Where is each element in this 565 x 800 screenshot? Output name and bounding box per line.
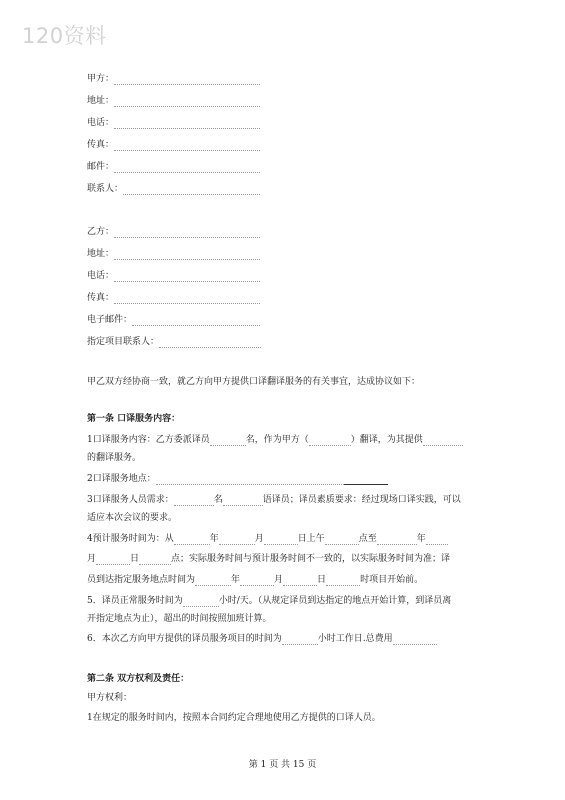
party-a-email-blank	[114, 163, 260, 173]
end-month-blank	[96, 555, 130, 565]
arrival-month-blank	[240, 576, 274, 586]
party-b-email-label: 电子邮件：	[87, 315, 133, 325]
party-b-name-label: 乙方：	[87, 227, 115, 237]
item-2-text: 2口译服务地点：	[87, 474, 156, 484]
end-year-blank	[377, 535, 417, 545]
article-1-item-4	[87, 533, 448, 545]
role-blank	[309, 436, 351, 446]
item-4-text-k: 日	[317, 575, 327, 585]
article-1-item-1-cont: 的翻译服务。	[87, 453, 142, 463]
item-4-month: 月	[254, 534, 264, 544]
article-1-item-6	[87, 633, 437, 645]
party-a-phone-line	[87, 117, 260, 129]
item-4-text-c: 点至	[358, 534, 377, 544]
service-type-blank	[423, 436, 463, 446]
total-fee-blank	[393, 635, 437, 645]
party-b-phone-blank	[114, 272, 260, 282]
article-1-item-3	[87, 494, 461, 506]
item-4-text-j: 月	[274, 575, 284, 585]
party-b-fax-line	[87, 292, 260, 304]
party-b-address-blank	[114, 250, 260, 260]
item-4-text-l: 时项目开始前。	[360, 575, 424, 585]
party-a-email-line	[87, 161, 260, 173]
item-4-text-a: 4预计服务时间为：从	[87, 534, 174, 544]
page-footer: 第 1 页 共 15 页	[248, 760, 317, 770]
party-b-address-label: 地址：	[87, 249, 115, 259]
party-b-fax-label: 传真：	[87, 293, 115, 303]
party-a-address-line	[87, 95, 260, 107]
article-1-title: 第一条 口译服务内容：	[87, 414, 181, 424]
end-year-tail-blank	[426, 535, 448, 545]
start-year-blank	[174, 535, 210, 545]
intro-paragraph: 甲乙双方经协商一致，就乙方向甲方提供口译翻译服务的有关事宜，达成协议如下：	[87, 377, 421, 387]
party-a-contact-label: 联系人：	[87, 184, 124, 194]
item-3-text-a: 3口译服务人员需求：	[87, 495, 174, 505]
party-b-contact-label: 指定项目联系人：	[87, 337, 160, 347]
item-6-text-a: 6．本次乙方向甲方提供的译员服务项目的时间为	[87, 634, 282, 644]
service-hours-blank	[282, 635, 318, 645]
item-4-text-d: 年	[416, 534, 426, 544]
item-4-year: 年	[209, 534, 219, 544]
article-1-item-1	[87, 434, 463, 446]
party-b-address-line	[87, 248, 260, 260]
party-a-name-label: 甲方：	[87, 74, 115, 84]
start-day-blank	[264, 535, 298, 545]
party-b-contact-blank	[159, 338, 261, 348]
party-b-name-line	[87, 226, 260, 238]
start-month-blank	[219, 535, 255, 545]
party-a-fax-line	[87, 139, 260, 151]
service-location-solid-blank	[344, 475, 388, 485]
party-a-address-blank	[114, 97, 260, 107]
item-6-text-b: 小时工作日.总费用	[317, 634, 393, 644]
article-1-item-5	[87, 595, 451, 607]
party-b-email-blank	[132, 316, 260, 326]
article-2-title: 第二条 双方权利及责任：	[87, 674, 190, 684]
party-b-fax-blank	[114, 294, 260, 304]
party-b-email-line	[87, 314, 260, 326]
arrival-day-blank	[283, 576, 317, 586]
article-2-item-1: 1在规定的服务时间内，按照本合同约定合理地使用乙方提供的口译人员。	[87, 713, 381, 723]
end-day-blank	[139, 555, 171, 565]
article-2-party-a-rights: 甲方权利：	[87, 693, 133, 703]
watermark-logo: 120资料	[22, 24, 107, 48]
staff-count-blank	[174, 496, 214, 506]
item-1-text-c: ）翻译，为其提供	[350, 435, 423, 445]
service-location-blank	[156, 475, 344, 485]
party-a-name-blank	[114, 75, 260, 85]
item-4-text-f: 日	[130, 554, 140, 564]
item-5-text-b: 小时/天。（从规定译员到达指定的地点开始计算，到译员离	[218, 596, 452, 606]
article-1-item-4-cont	[87, 553, 450, 565]
party-a-contact-blank	[123, 185, 260, 195]
article-1-item-5-cont: 开指定地点为止），超出的时间按照加班计算。	[87, 614, 272, 624]
party-a-address-label: 地址：	[87, 96, 115, 106]
arrival-hour-blank	[326, 576, 360, 586]
item-4-text-b: 日上午	[297, 534, 325, 544]
item-5-text-a: 5．译员正常服务时间为	[87, 596, 183, 606]
article-1-item-4-cont-2	[87, 574, 423, 586]
party-a-fax-label: 传真：	[87, 140, 115, 150]
party-b-name-blank	[114, 228, 260, 238]
party-a-fax-blank	[114, 141, 260, 151]
article-1-item-3-cont: 适应本次会议的要求。	[87, 513, 178, 523]
item-4-text-g: 点；实际服务时间与预计服务时间不一致的，以实际服务时间为准；译	[171, 554, 451, 564]
item-3-text-b: 名	[213, 495, 223, 505]
party-b-contact-line	[87, 336, 261, 348]
item-4-text-h: 员到达指定服务地点时间为	[87, 575, 196, 585]
article-1-item-2	[87, 473, 388, 485]
item-1-text-a: 1口译服务内容：乙方委派译员	[87, 435, 210, 445]
arrival-year-blank	[195, 576, 231, 586]
item-1-text-b: 名，作为甲方（	[245, 435, 309, 445]
item-4-text-i: 年	[231, 575, 241, 585]
hours-per-day-blank	[183, 597, 219, 607]
party-a-phone-blank	[114, 119, 260, 129]
start-hour-blank	[325, 535, 359, 545]
party-a-contact-line	[87, 183, 260, 195]
party-b-phone-line	[87, 270, 260, 282]
party-b-phone-label: 电话：	[87, 271, 115, 281]
language-blank	[223, 496, 263, 506]
party-a-name-line	[87, 73, 260, 85]
item-4-text-e: 月	[87, 554, 97, 564]
item-3-text-c: 语译员；译员素质要求：经过现场口译实践，可以	[262, 495, 461, 505]
interpreter-count-blank	[210, 436, 246, 446]
party-a-phone-label: 电话：	[87, 118, 115, 128]
party-a-email-label: 邮件：	[87, 162, 115, 172]
